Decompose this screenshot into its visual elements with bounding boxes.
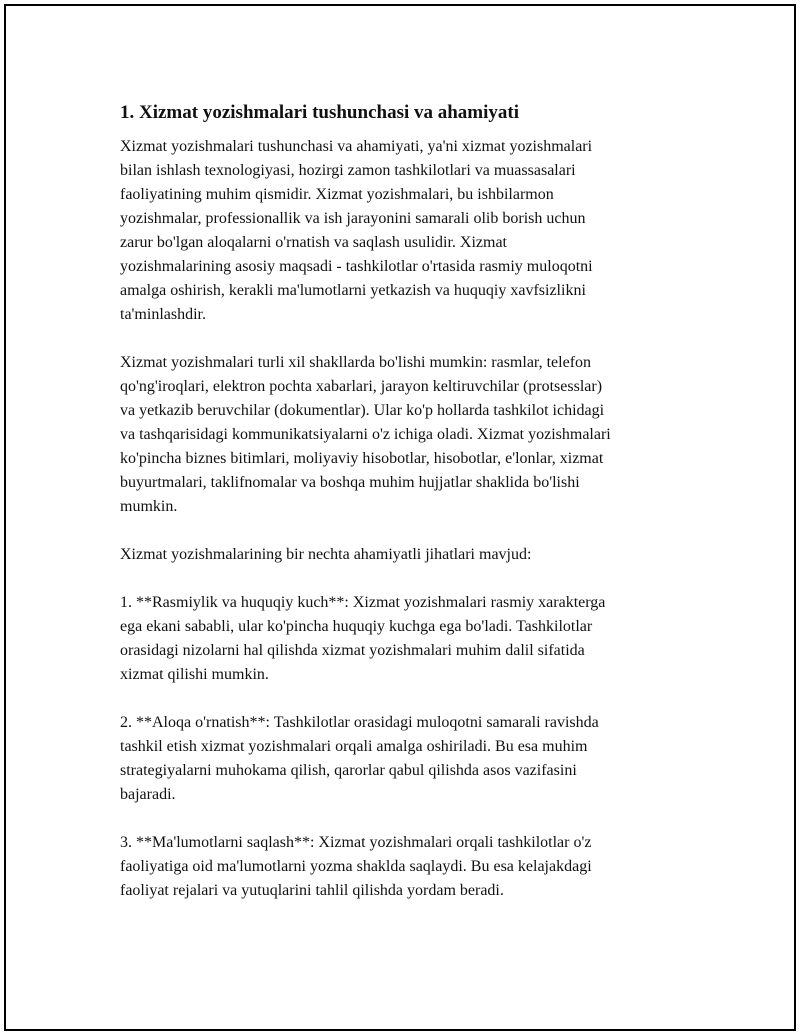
paragraph-intro: Xizmat yozishmalari tushunchasi va ahamiyati, ya'ni xizmat yozishmalari bilan ishlash texnologiyasi, hozirgi zamon tashkilotlari va muassasalari faoliyatining muhim qismidir. Xizmat yozishmalari, bu ishbilarmon yozishmalar, professionallik va ish jarayonini samarali olib borish uchun zarur bo'lgan aloqalarni o'rnatish va saqlash usulidir. Xizmat yozishmalarining asosiy maqsadi - tashkilotlar o'rtasida rasmiy muloqotni amalga oshirish, kerakli ma'lumotlarni yetkazish va huquqiy xavfsizlikni ta'minlashdir. xyxy=(120,138,593,323)
list-item-1: 1. **Rasmiylik va huquqiy kuch**: Xizmat yozishmalari rasmiy xarakterga ega ekani sababli, ular ko'pincha huquqiy kuchga ega bo'ladi. Tashkilotlar orasidagi nizolarni hal qilishda xizmat yozishmalari muhim dalil sifatida xizmat qilishi mumkin. xyxy=(120,594,606,683)
page-frame xyxy=(4,4,796,1031)
list-item-2: 2. **Aloqa o'rnatish**: Tashkilotlar orasidagi muloqotni samarali ravishda tashkil etish xizmat yozishmalari orqali amalga oshiriladi. Bu esa muhim strategiyalarni muhokama qilish, qarorlar qabul qilishda asos vazifasini bajaradi. xyxy=(120,714,599,803)
paragraph-aspects-lead: Xizmat yozishmalarining bir nechta ahamiyatli jihatlari mavjud: xyxy=(120,546,532,563)
list-item-3: 3. **Ma'lumotlarni saqlash**: Xizmat yozishmalari orqali tashkilotlar o'z faoliyatiga oid ma'lumotlarni yozma shaklda saqlaydi. Bu esa kelajakdagi faoliyat rejalari va yutuqlarini tahlil qilishda yordam beradi. xyxy=(120,834,592,899)
document-body xyxy=(120,101,700,927)
paragraph-forms: Xizmat yozishmalari turli xil shakllarda bo'lishi mumkin: rasmlar, telefon qo'ng'iroqlari, elektron pochta xabarlari, jarayon keltiruvchilar (protsesslar) va yetkazib beruvchilar (dokumentlar). Ular ko'p hollarda tashkilot ichidagi va tashqarisidagi kommunikatsiyalarni o'z ichiga oladi. Xizmat yozishmalari ko'pincha biznes bitimlari, moliyaviy hisobotlar, hisobotlar, e'lonlar, xizmat buyurtmalari, taklifnomalar va boshqa muhim hujjatlar shaklida bo'lishi mumkin. xyxy=(120,354,611,515)
section-title: 1. Xizmat yozishmalari tushunchasi va ahamiyati xyxy=(120,102,520,123)
